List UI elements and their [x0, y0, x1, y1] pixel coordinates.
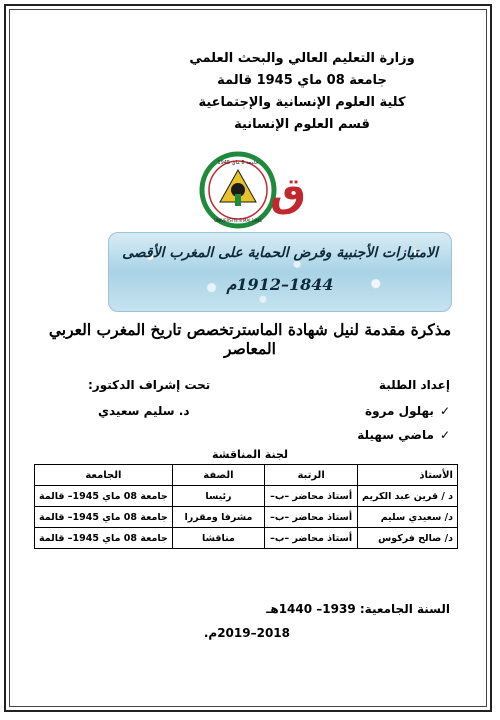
- cell-professor: د / قرين عبد الكريم: [358, 486, 458, 507]
- cell-rank: أستاذ محاضر –ب–: [265, 507, 358, 528]
- cell-role: مشرفا ومقررا: [172, 507, 264, 528]
- academic-year-gregorian: 2018–2019م.: [203, 626, 290, 640]
- ministry-name: وزارة التعليم العالي والبحث العلمي: [189, 51, 415, 66]
- check-icon: ✓: [439, 428, 450, 442]
- thesis-title-banner: [108, 232, 452, 312]
- cell-rank: أستاذ محاضر –ب–: [265, 528, 358, 549]
- logo-latin-text: UNIVERSITE 8 MAI 1945: [214, 218, 262, 223]
- student-name: [365, 404, 450, 418]
- students-label: إعداد الطلبة: [378, 378, 450, 392]
- cell-professor: د/ سعيدي سليم: [358, 507, 458, 528]
- committee-table: [34, 464, 458, 549]
- institution-header: [152, 48, 452, 136]
- table-row: [35, 486, 458, 507]
- university-logo: [196, 150, 306, 230]
- column-header-university: الجامعة: [35, 465, 173, 486]
- supervisor-label: تحت إشراف الدكتور:: [88, 378, 211, 392]
- column-header-rank: الرتبة: [265, 465, 358, 486]
- supervisor-name: د. سليم سعيدي: [98, 404, 190, 418]
- committee-title: لجنة المناقشة: [211, 448, 288, 461]
- cell-role: مناقشا: [172, 528, 264, 549]
- thesis-subtitle: مذكرة مقدمة لنيل شهادة الماسترتخصص تاريخ المغرب العربي المعاصر: [48, 320, 452, 358]
- student-name-text: ماضي سهيلة: [357, 428, 434, 442]
- student-name: [357, 428, 450, 442]
- cell-university: جامعة 08 ماي 1945– قالمة: [35, 507, 173, 528]
- cell-university: جامعة 08 ماي 1945– قالمة: [35, 486, 173, 507]
- cell-professor: د/ صالح فركوس: [358, 528, 458, 549]
- logo-letter: ق: [270, 170, 306, 216]
- column-header-role: الصفة: [172, 465, 264, 486]
- column-header-professor: الأستاذ: [358, 465, 458, 486]
- department-name: قسم العلوم الإنسانية: [234, 117, 370, 132]
- cell-role: رئيسا: [172, 486, 264, 507]
- university-name: جامعة 08 ماي 1945 قالمة: [217, 73, 387, 88]
- table-row: [35, 528, 458, 549]
- table-row: [35, 507, 458, 528]
- academic-year-hijri: السنة الجامعية: 1939– 1440هـ: [266, 602, 450, 616]
- student-name-text: بهلول مروة: [365, 404, 434, 418]
- thesis-title: الامتيازات الأجنبية وفرض الحماية على المغرب الأقصى: [122, 245, 438, 261]
- faculty-name: كلية العلوم الإنسانية والإجتماعية: [198, 95, 406, 110]
- logo-arabic-text: جامعة 8 ماي 1945: [217, 160, 259, 166]
- check-icon: ✓: [439, 404, 450, 418]
- cell-university: جامعة 08 ماي 1945– قالمة: [35, 528, 173, 549]
- thesis-years: 1844–1912م: [226, 275, 334, 294]
- cell-rank: أستاذ محاضر –ب–: [265, 486, 358, 507]
- table-header-row: [35, 465, 458, 486]
